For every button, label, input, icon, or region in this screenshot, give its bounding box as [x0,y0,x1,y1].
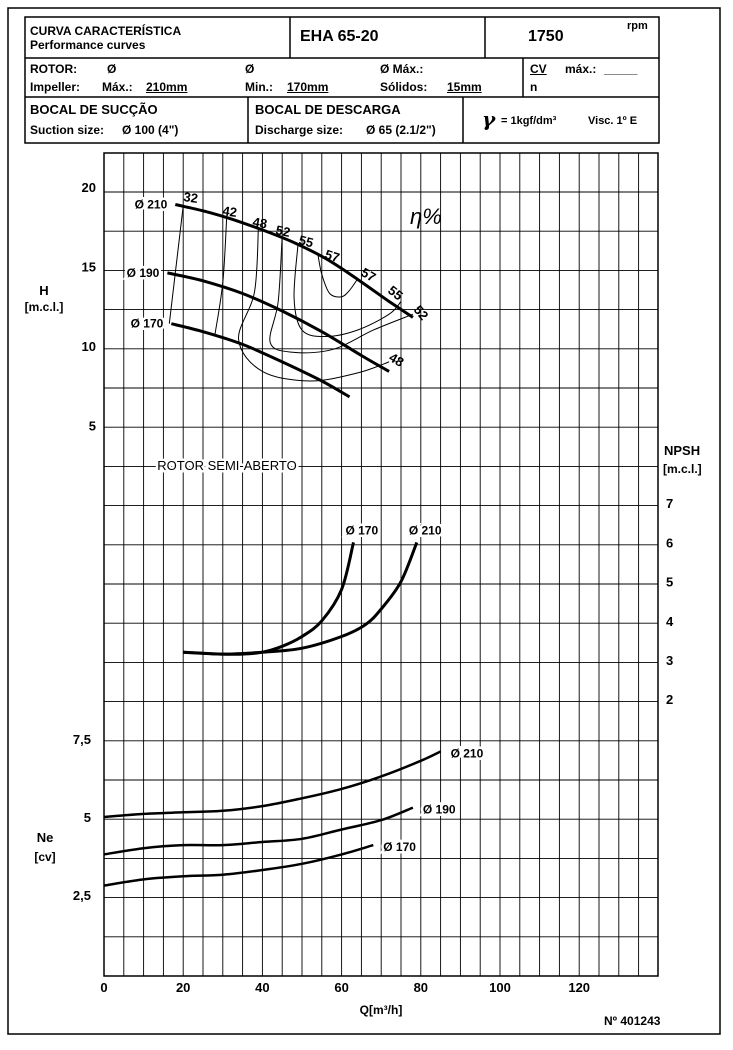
rpm-label: rpm [627,20,648,32]
suction-value: Ø 100 (4") [122,123,179,137]
x-tick-label: 0 [100,980,108,995]
head-y-label: H [39,283,49,298]
cv-label: CV [530,62,547,76]
cv-max-value: _____ [604,62,638,76]
power-y-unit: [cv] [34,850,56,864]
head-curve-label-190: Ø 190 [126,265,160,280]
npsh-y-tick-label: 4 [666,613,674,629]
head-curve-label-210: Ø 210 [134,197,168,212]
head-y-tick-label: 20 [81,180,96,195]
x-axis-label: Q[m³/h] [359,1003,403,1017]
efficiency-contour-42 [215,216,227,335]
head-y-tick-label: 10 [81,339,96,354]
head-y-tick-label: 5 [88,418,96,434]
efficiency-contour-32 [169,206,183,324]
npsh-y-tick-label: 7 [666,496,674,512]
n-label: n [530,80,538,94]
suction-pt: BOCAL DE SUCÇÃO [30,102,158,117]
min-value: 170mm [287,80,329,94]
power-curve-170 [104,845,373,886]
outer-frame [8,8,720,1034]
rotor-label: ROTOR: [30,62,78,76]
discharge-en: Discharge size: [255,123,344,137]
solids-value: 15mm [447,80,482,94]
x-tick-label: 40 [255,980,270,995]
efficiency-label-right: 57 [358,264,379,285]
cv-max-label: máx.: [565,62,597,76]
head-curve-190 [167,273,389,372]
power-curve-label-170: Ø 170 [383,840,416,855]
model-name: EHA 65-20 [300,28,379,45]
doc-number: Nº 401243 [604,1014,661,1028]
title-pt: CURVA CARACTERÍSTICA [30,24,182,38]
visc-value: Visc. 1º E [588,115,638,127]
power-curve-label-210: Ø 210 [450,746,484,761]
power-y-label: Ne [36,830,54,845]
power-curve-label-190: Ø 190 [422,802,456,817]
impeller-label: Impeller: [30,80,81,94]
npsh-y-tick-label: 2 [666,692,674,708]
chart-labels [25,180,702,1017]
power-curve-210 [104,752,441,818]
discharge-pt: BOCAL DE DESCARGA [255,102,401,117]
npsh-y-label: NPSH [664,443,701,458]
x-tick-label: 100 [489,980,511,995]
head-y-tick-label: 15 [81,259,96,275]
efficiency-label-top: 42 [221,203,238,220]
npsh-curve-170 [183,542,353,654]
x-tick-label: 80 [413,980,429,995]
npsh-curve-label-210: Ø 210 [408,523,442,538]
x-tick-label: 120 [568,980,591,995]
power-y-tick-label: 2,5 [72,888,91,903]
efficiency-label-right: 52 [410,302,432,324]
efficiency-label-top: 48 [251,214,269,232]
rpm-value: 1750 [528,28,564,45]
gamma-symbol: γ [482,107,496,131]
head-y-unit: [m.c.l.] [24,300,64,314]
diam-max-label: Ø Máx.: [380,62,424,76]
diam-symbol-1: Ø [107,62,117,76]
efficiency-label-top: 32 [182,189,199,206]
efficiency-symbol: η% [410,204,442,229]
title-en: Performance curves [30,38,146,52]
efficiency-contour-55 [294,244,401,336]
efficiency-label-right: 55 [385,282,406,304]
npsh-curve-label-170: Ø 170 [345,523,379,538]
suction-en: Suction size: [30,123,105,137]
min-label: Min.: [245,80,273,94]
rotor-annotation: ROTOR SEMI-ABERTO [157,458,297,473]
head-curve-170 [171,324,349,397]
max-value: 210mm [146,80,188,94]
max-label: Máx.: [102,80,133,94]
gamma-value: = 1kgf/dm³ [501,115,557,127]
efficiency-label-right: 48 [386,349,407,370]
npsh-y-tick-label: 3 [666,653,674,668]
npsh-y-unit: [m.c.l.] [663,462,702,476]
x-tick-label: 60 [334,980,349,995]
power-y-tick-label: 7,5 [72,732,91,747]
solids-label: Sólidos: [380,80,428,94]
discharge-value: Ø 65 (2.1/2") [366,123,436,137]
diam-symbol-2: Ø [245,62,255,76]
efficiency-label-top: 52 [274,222,292,240]
efficiency-label-top: 57 [323,246,342,266]
x-tick-label: 20 [175,980,191,995]
head-curve-label-170: Ø 170 [130,316,164,331]
power-y-tick-label: 5 [83,810,91,825]
npsh-y-tick-label: 5 [666,574,674,590]
npsh-y-tick-label: 6 [666,535,674,551]
efficiency-label-top: 55 [297,232,315,251]
